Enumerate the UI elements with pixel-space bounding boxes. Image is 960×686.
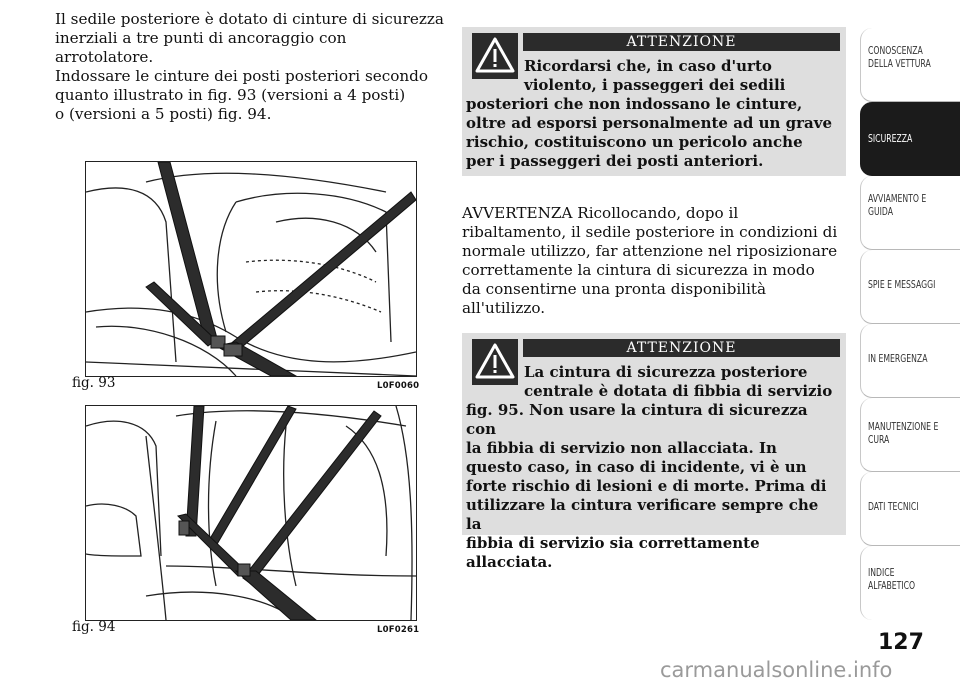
intro-paragraph [55, 10, 445, 124]
figure-93-code: L0F0060 [377, 381, 420, 391]
rear-seat-belt-illustration-icon [86, 406, 416, 620]
warning-line: utilizzare la cintura verificare sempre che la [466, 496, 819, 533]
tab-avviamento-e-guida[interactable] [860, 176, 960, 250]
warning-line: allacciata. [466, 553, 553, 571]
tab-label: MANUTENZIONE E CURA [868, 420, 939, 446]
warning-line: forte rischio di lesioni e di morte. Prima di [466, 477, 827, 495]
avvertenza-line: AVVERTENZA Ricollocando, dopo il [462, 204, 739, 222]
avvertenza-paragraph [462, 204, 847, 318]
figure-94 [85, 405, 417, 621]
tab-spie-e-messaggi[interactable] [860, 250, 960, 324]
chapter-sidebar [860, 28, 960, 620]
tab-dati-tecnici[interactable] [860, 472, 960, 546]
tab-label: CONOSCENZA DELLA VETTURA [868, 44, 931, 70]
warning-line: per i passeggeri dei posti anteriori. [466, 152, 764, 170]
warning-title: ATTENZIONE [523, 33, 840, 51]
warning-box [462, 27, 846, 176]
avvertenza-line: all'utilizzo. [462, 299, 546, 317]
tab-label: AVVIAMENTO E GUIDA [868, 192, 927, 218]
intro-line: Indossare le cinture dei posti posteriori secondo [55, 67, 429, 85]
avvertenza-line: normale utilizzo, far attenzione nel riposizionare [462, 242, 838, 260]
figure-93-label: fig. 93 [72, 375, 116, 391]
warning-line: questo caso, in caso di incidente, vi è un [466, 458, 807, 476]
warning-line: centrale è dotata di fibbia di servizio [524, 382, 833, 400]
figure-94-code: L0F0261 [377, 625, 420, 635]
avvertenza-line: correttamente la cintura di sicurezza in modo [462, 261, 815, 279]
intro-line: Il sedile posteriore è dotato di cinture di sicurezza [55, 10, 444, 28]
avvertenza-line: ribaltamento, il sedile posteriore in condizioni di [462, 223, 838, 241]
tab-label: DATI TECNICI [868, 500, 919, 513]
warning-title: ATTENZIONE [523, 339, 840, 357]
warning-line: posteriori che non indossano le cinture, [466, 95, 803, 113]
intro-line: o (versioni a 5 posti) fig. 94. [55, 105, 272, 123]
warning-text [466, 57, 838, 171]
tab-conoscenza-della-vettura[interactable] [860, 28, 960, 102]
tab-sicurezza[interactable] [860, 102, 960, 176]
page-number: 127 [878, 630, 924, 655]
tab-indice-alfabetico[interactable] [860, 546, 960, 620]
warning-line: rischio, costituiscono un pericolo anche [466, 133, 803, 151]
warning-box [462, 333, 846, 571]
avvertenza-line: da consentirne una pronta disponibilità [462, 280, 767, 298]
figure-94-label: fig. 94 [72, 619, 116, 635]
tab-label: SPIE E MESSAGGI [868, 278, 936, 291]
warning-text [466, 363, 838, 572]
watermark: carmanualsonline.info [660, 658, 893, 682]
warning-line: oltre ad esporsi personalmente ad un grave [466, 114, 833, 132]
warning-line: fig. 95. Non usare la cintura di sicurezza con [466, 401, 808, 438]
figure-93 [85, 161, 417, 377]
warning-line: fibbia di servizio sia correttamente [466, 534, 760, 552]
warning-line: La cintura di sicurezza posteriore [524, 363, 808, 381]
intro-line: quanto illustrato in fig. 93 (versioni a 4 posti) [55, 86, 406, 104]
rear-seat-belt-illustration-icon [86, 162, 416, 376]
tab-in-emergenza[interactable] [860, 324, 960, 398]
warning-line: Ricordarsi che, in caso d'urto [524, 57, 772, 75]
tab-label: INDICE ALFABETICO [868, 566, 916, 592]
warning-line: violento, i passeggeri dei sedili [524, 76, 786, 94]
warning-line: la fibbia di servizio non allacciata. In [466, 439, 777, 457]
tab-label: IN EMERGENZA [868, 352, 928, 365]
intro-line: inerziali a tre punti di ancoraggio con arrotolatore. [55, 29, 347, 66]
tab-label: SICUREZZA [868, 132, 913, 145]
tab-manutenzione-e-cura[interactable] [860, 398, 960, 472]
